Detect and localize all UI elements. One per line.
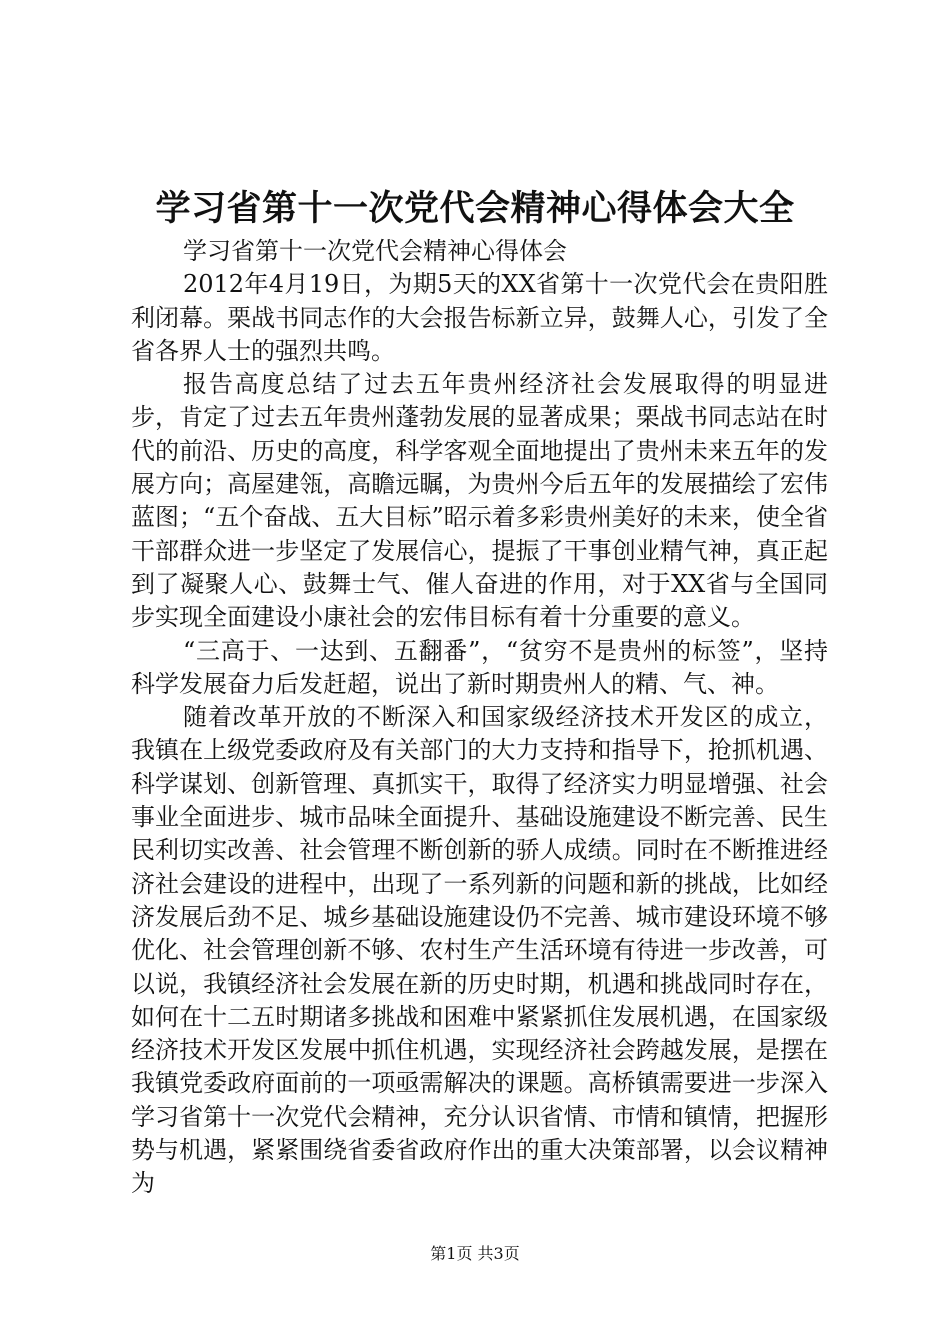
document-body — [131, 235, 828, 1201]
paragraph-1: 2012年4月19日，为期5天的XX省第十一次党代会在贵阳胜利闭幕。栗战书同志作的大会报告标新立异，鼓舞人心，引发了全省各界人士的强烈共鸣。 — [131, 270, 828, 365]
page-footer: 第1页 共3页 — [430, 1244, 520, 1263]
paragraph-3: “三高于、一达到、五翻番”，“贫穷不是贵州的标签”，坚持科学发展奋力后发赶超，说出了新时期贵州人的精、气、神。 — [131, 636, 828, 698]
paragraph-2: 报告高度总结了过去五年贵州经济社会发展取得的明显进步，肯定了过去五年贵州蓬勃发展的显著成果；栗战书同志站在时代的前沿、历史的高度，科学客观全面地提出了贵州未来五年的发展方向；高屋建瓴，高瞻远瞩，为贵州今后五年的发展描绘了宏伟蓝图；“五个奋战、五大目标”昭示着多彩贵州美好的未来，使全省干部群众进一步坚定了发展信心，提振了干事创业精气神，真正起到了凝聚人心、鼓舞士气、催人奋进的作用，对于XX省与全国同步实现全面建设小康社会的宏伟目标有着十分重要的意义。 — [131, 370, 828, 632]
document-title: 学习省第十一次党代会精神心得体会大全 — [155, 188, 795, 229]
document-subtitle: 学习省第十一次党代会精神心得体会 — [183, 237, 567, 265]
paragraph-4: 随着改革开放的不断深入和国家级经济技术开发区的成立，我镇在上级党委政府及有关部门的大力支持和指导下，抢抓机遇、科学谋划、创新管理、真抓实干，取得了经济实力明显增强、社会事业全面进步、城市品味全面提升、基础设施建设不断完善、民生民利切实改善、社会管理不断创新的骄人成绩。同时在不断推进经济社会建设的进程中，出现了一系列新的问题和新的挑战，比如经济发展后劲不足、城乡基础设施建设仍不完善、城市建设环境不够优化、社会管理创新不够、农村生产生活环境有待进一步改善，可以说，我镇经济社会发展在新的历史时期，机遇和挑战同时存在，如何在十二五时期诸多挑战和困难中紧紧抓住发展机遇，在国家级经济技术开发区发展中抓住机遇，实现经济社会跨越发展，是摆在我镇党委政府面前的一项亟需解决的课题。高桥镇需要进一步深入学习省第十一次党代会精神，充分认识省情、市情和镇情，把握形势与机遇，紧紧围绕省委省政府作出的重大决策部署，以会议精神为 — [131, 703, 828, 1198]
